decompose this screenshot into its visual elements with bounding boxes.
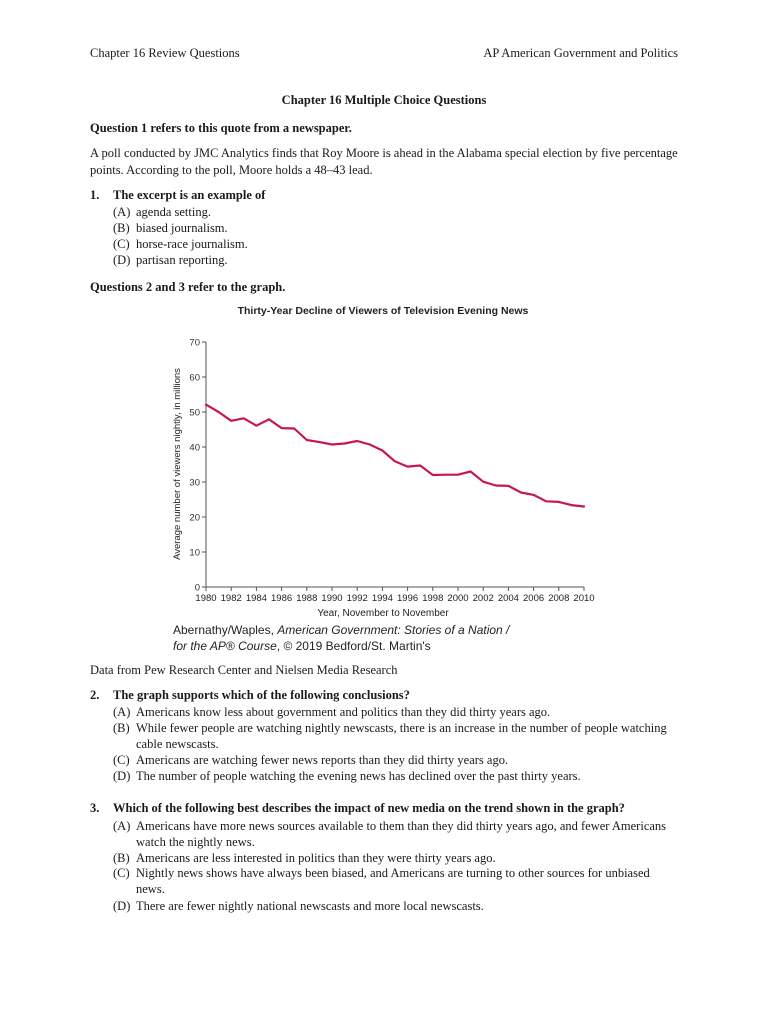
data-point <box>268 419 270 421</box>
question-2-option-b <box>113 720 683 752</box>
question-3-option-a <box>113 818 683 850</box>
x-tick-label: 2008 <box>548 593 570 604</box>
y-tick-label: 30 <box>189 477 200 489</box>
chart-series <box>205 404 585 507</box>
data-point <box>571 504 573 506</box>
page-title: Chapter 16 Multiple Choice Questions <box>281 93 487 107</box>
option-label: (D) <box>113 769 131 783</box>
x-tick-label: 1998 <box>422 593 444 604</box>
data-point <box>205 404 207 406</box>
data-point <box>533 494 535 496</box>
question-1-option-b <box>113 220 683 236</box>
x-tick-label: 2000 <box>447 593 469 604</box>
question-1-number: 1. <box>90 188 100 202</box>
data-point <box>382 450 384 452</box>
data-point <box>470 471 472 473</box>
question-3-stem: Which of the following best describes the impact of new media on the trend shown in the graph? <box>113 801 625 815</box>
data-point <box>256 425 258 427</box>
data-point <box>293 428 295 430</box>
data-point <box>281 427 283 429</box>
data-point <box>218 411 220 413</box>
y-tick-label: 10 <box>189 547 200 559</box>
option-text: biased journalism. <box>136 221 228 235</box>
question-1-option-a <box>113 204 683 220</box>
newspaper-quote: A poll conducted by JMC Analytics finds that Roy Moore is ahead in the Alabama special election by five percentage points. According to the poll, Moore holds a 48–43 lead. <box>90 146 678 177</box>
option-label: (D) <box>113 899 131 913</box>
chart-y-axis-label: Average number of viewers nightly, in millions <box>172 368 183 560</box>
option-text: Americans are watching fewer news reports than they did thirty years ago. <box>136 753 509 767</box>
credit-book-subtitle: for the AP® Course <box>173 639 277 653</box>
question-3-option-b <box>113 850 683 866</box>
option-label: (A) <box>113 205 131 219</box>
x-tick-label: 1996 <box>397 593 419 604</box>
question-1-intro: Question 1 refers to this quote from a newspaper. <box>90 121 352 135</box>
question-2-option-a <box>113 704 683 720</box>
data-point <box>306 439 308 441</box>
question-2-option-c <box>113 752 683 768</box>
question-2-number: 2. <box>90 688 100 702</box>
option-label: (B) <box>113 221 130 235</box>
x-tick-label: 1988 <box>296 593 318 604</box>
data-point <box>319 441 321 443</box>
data-point <box>230 420 232 422</box>
option-text: Americans are less interested in politics than they were thirty years ago. <box>136 851 496 865</box>
credit-prefix: Abernathy/Waples, <box>173 623 278 637</box>
x-tick-label: 1994 <box>371 593 393 604</box>
data-point <box>508 485 510 487</box>
question-3-number: 3. <box>90 801 100 815</box>
data-source: Data from Pew Research Center and Nielsen Media Research <box>90 663 398 677</box>
chart-credit <box>173 622 509 654</box>
option-label: (A) <box>113 819 131 833</box>
chart-svg <box>150 296 620 656</box>
option-text: Americans have more news sources available to them than they did thirty years ago, and fewer Americans <box>136 819 667 833</box>
x-tick-label: 1980 <box>195 593 217 604</box>
option-text: agenda setting. <box>136 205 211 219</box>
option-text: While fewer people are watching nightly newscasts, there is an increase in the number of people watching <box>136 721 667 735</box>
data-point <box>356 440 358 442</box>
data-point <box>457 474 459 476</box>
data-point <box>331 444 333 446</box>
question-2-stem: The graph supports which of the following conclusions? <box>113 688 410 702</box>
option-text: The number of people watching the evening news has declined over the past thirty years. <box>136 769 581 783</box>
option-text-continued: watch the nightly news. <box>136 835 255 850</box>
chart-ticks <box>189 338 594 605</box>
y-tick-label: 40 <box>189 442 200 454</box>
question-1-option-c <box>113 236 683 252</box>
x-tick-label: 2002 <box>472 593 494 604</box>
option-text: Nightly news shows have always been biased, and Americans are turning to other sources for unbiased <box>136 866 650 880</box>
y-tick-label: 0 <box>194 582 200 594</box>
option-text: There are fewer nightly national newscasts and more local newscasts. <box>136 899 484 913</box>
viewers-series-line <box>206 405 584 507</box>
option-text: horse-race journalism. <box>136 237 248 251</box>
data-point <box>243 418 245 420</box>
option-label: (C) <box>113 866 130 880</box>
questions-2-3-intro: Questions 2 and 3 refer to the graph. <box>90 280 286 294</box>
x-tick-label: 1986 <box>271 593 293 604</box>
data-point <box>407 466 409 468</box>
credit-book-title: American Government: Stories of a Nation / <box>277 623 510 637</box>
y-tick-label: 60 <box>189 372 200 384</box>
question-2-option-d <box>113 768 683 784</box>
y-tick-label: 50 <box>189 407 200 419</box>
chart-title: Thirty-Year Decline of Viewers of Television Evening News <box>237 305 529 317</box>
x-tick-label: 1992 <box>346 593 368 604</box>
option-label: (D) <box>113 253 131 267</box>
option-text-continued: news. <box>136 882 165 897</box>
option-label: (A) <box>113 705 131 719</box>
x-tick-label: 2004 <box>497 593 519 604</box>
option-text: Americans know less about government and politics than they did thirty years ago. <box>136 705 551 719</box>
option-label: (C) <box>113 753 130 767</box>
question-1-option-d <box>113 252 683 268</box>
data-point <box>369 444 371 446</box>
credit-copyright: , © 2019 Bedford/St. Martin's <box>276 639 431 653</box>
option-label: (B) <box>113 851 130 865</box>
x-tick-label: 1984 <box>245 593 267 604</box>
data-point <box>495 485 497 487</box>
x-tick-label: 2006 <box>523 593 545 604</box>
chart-axes <box>206 342 584 587</box>
chart-x-axis-label: Year, November to November <box>317 608 449 619</box>
data-point <box>583 506 585 508</box>
data-point <box>394 461 396 463</box>
option-label: (C) <box>113 237 130 251</box>
y-tick-label: 20 <box>189 512 200 524</box>
data-point <box>445 474 447 476</box>
question-3-option-c <box>113 865 683 897</box>
x-tick-label: 2010 <box>573 593 595 604</box>
header-left: Chapter 16 Review Questions <box>90 46 240 60</box>
x-tick-label: 1990 <box>321 593 343 604</box>
option-text: partisan reporting. <box>136 253 228 267</box>
question-1-stem: The excerpt is an example of <box>113 188 266 202</box>
header-right: AP American Government and Politics <box>483 46 678 60</box>
line-chart <box>150 296 620 656</box>
data-point <box>558 501 560 503</box>
option-text-continued: cable newscasts. <box>136 737 219 752</box>
data-point <box>432 474 434 476</box>
question-3-option-d <box>113 898 683 914</box>
data-point <box>419 465 421 467</box>
option-label: (B) <box>113 721 130 735</box>
x-tick-label: 1982 <box>220 593 242 604</box>
data-point <box>344 443 346 445</box>
data-point <box>520 492 522 494</box>
data-point <box>545 500 547 502</box>
data-point <box>482 481 484 483</box>
y-tick-label: 70 <box>189 337 200 349</box>
